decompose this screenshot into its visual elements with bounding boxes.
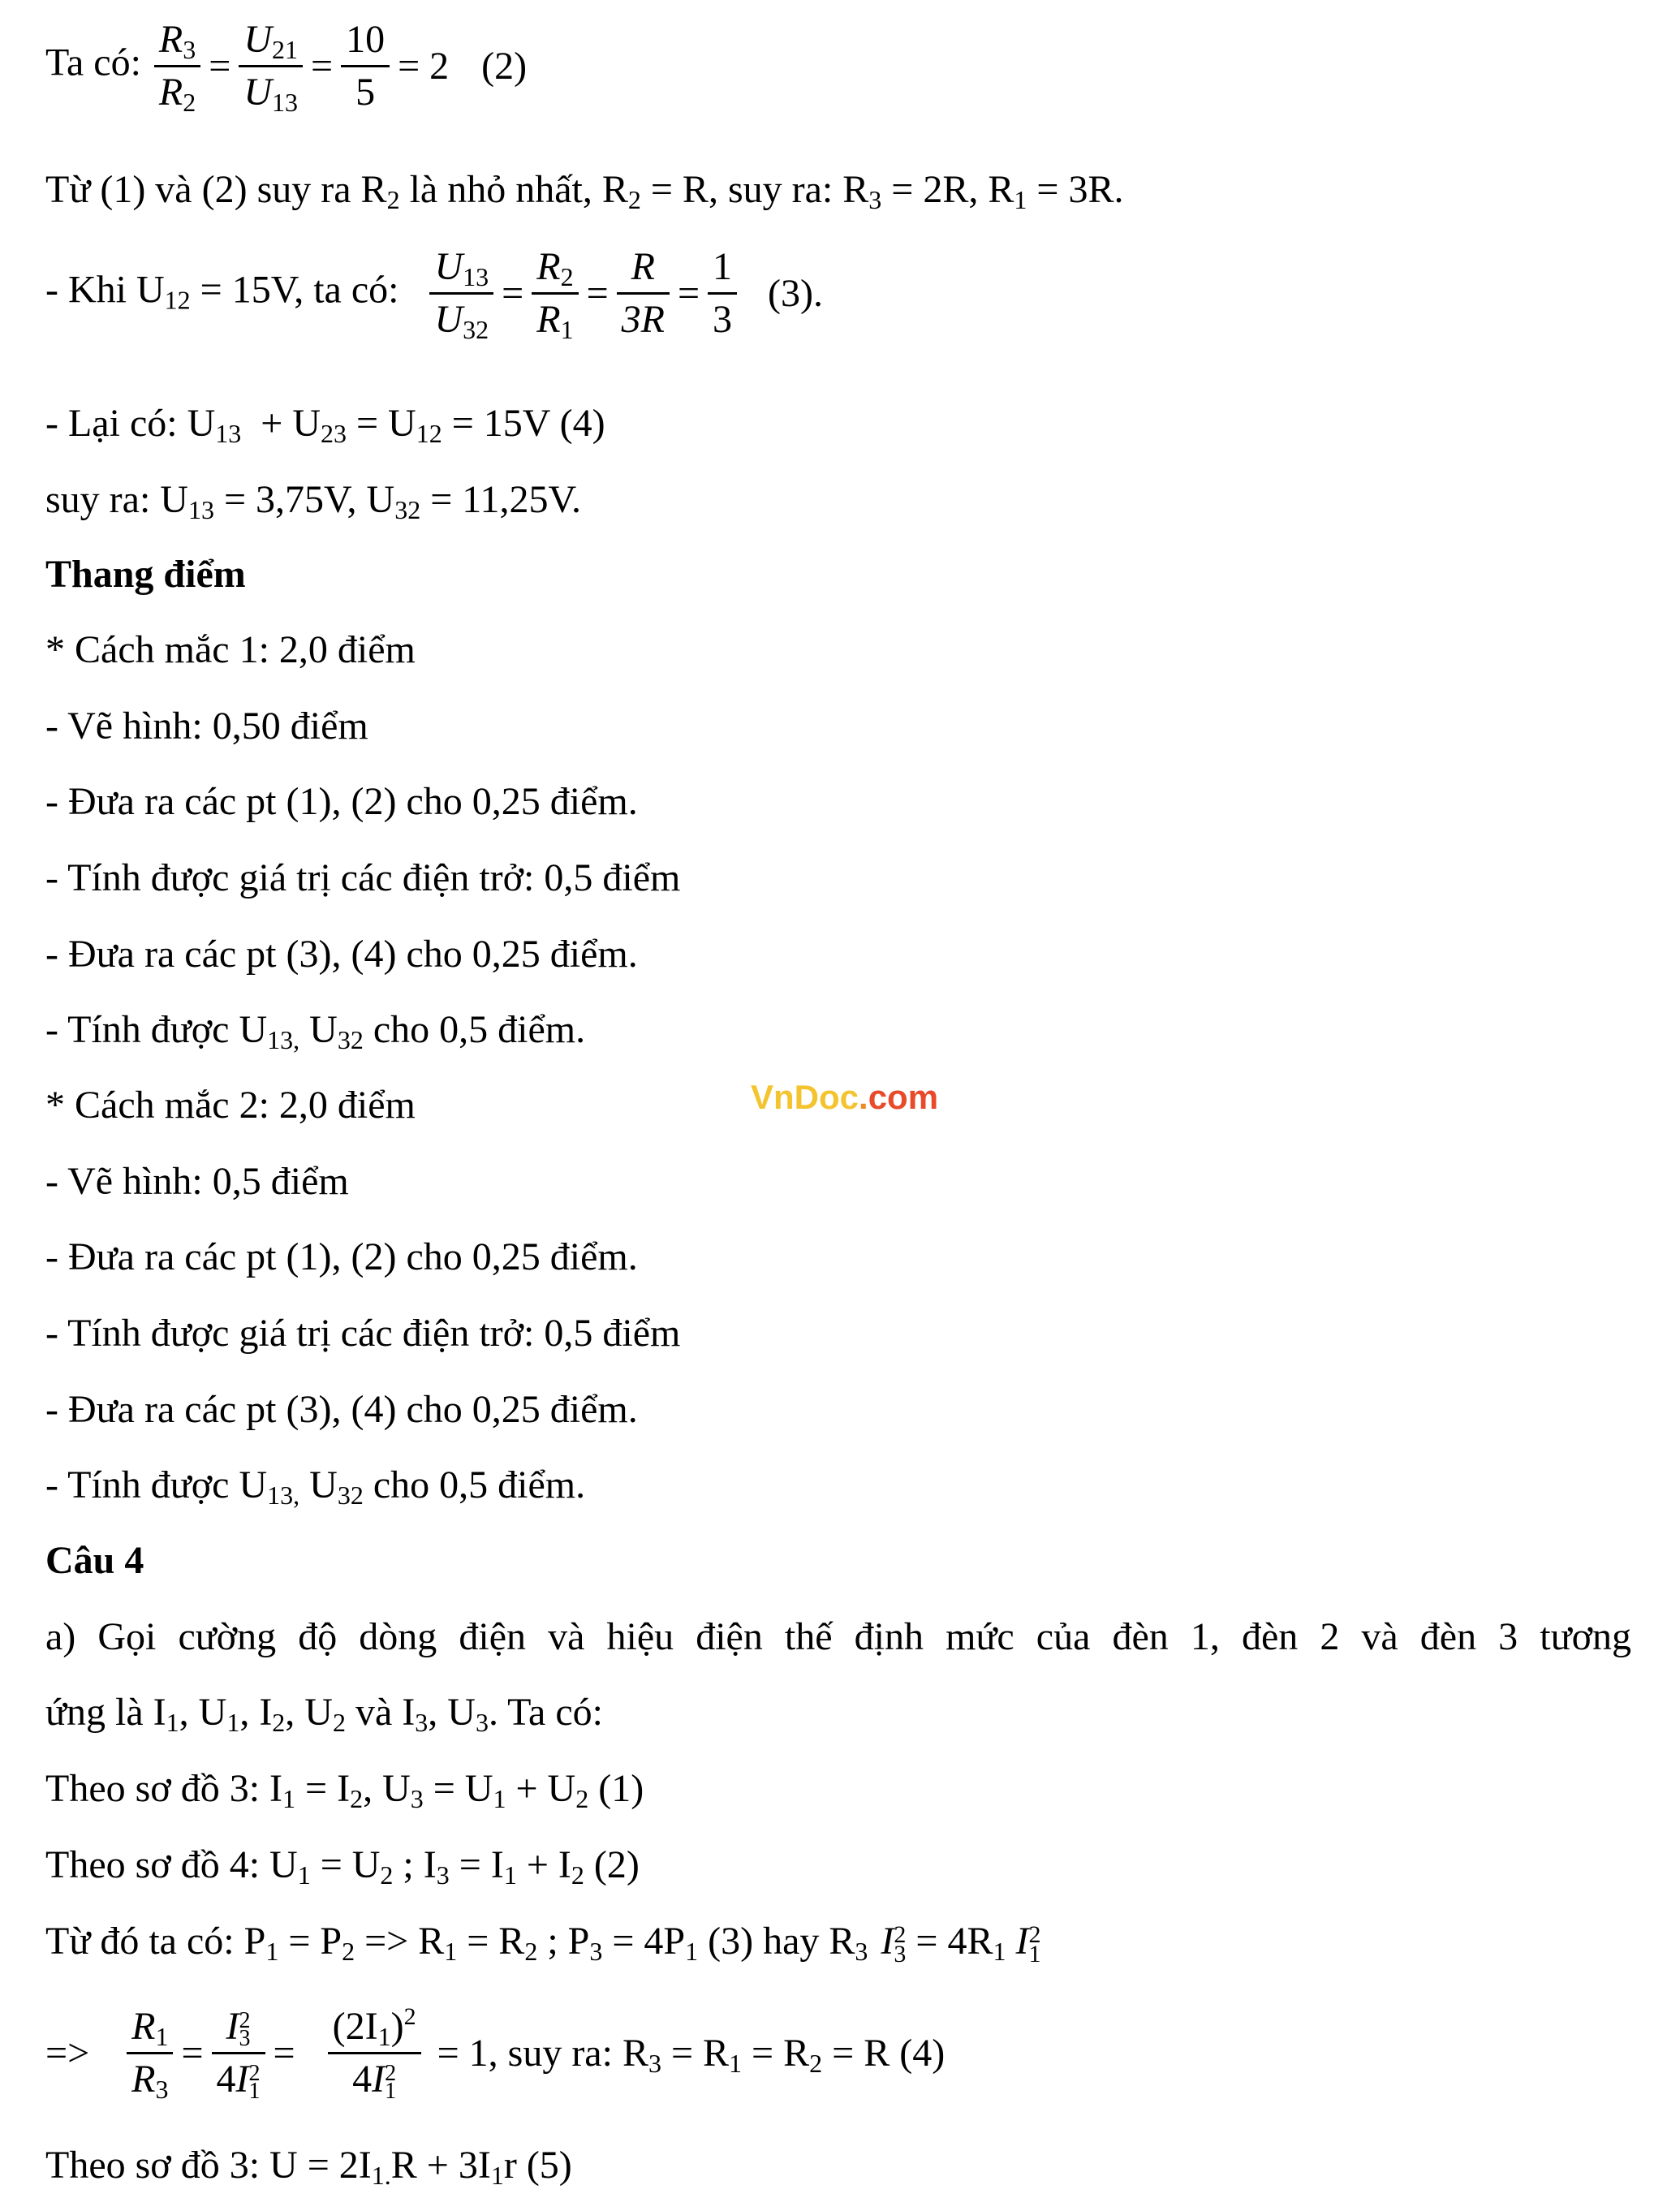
line-suy-ra: suy ra: $U_{13} = 3,75V$, $U_{32} = 11,25V$. <box>45 478 581 524</box>
cach1-item-pt12: - Đưa ra các pt (1), (2) cho 0,25 điểm. <box>45 780 638 823</box>
para-l2-text: . Ta có: <box>488 1691 603 1734</box>
resistor-conclusion: Từ (1) và (2) suy ra $R_2$ là nhỏ nhất, $R_2 = R$, suy ra: $R_3 = 2R$, $R_1 = 3R$. <box>45 168 1124 214</box>
para-l2-subscript: 1 <box>166 1708 179 1737</box>
sd4-text: = U <box>310 1843 381 1886</box>
heading-thang-diem: Thang điểm <box>45 553 246 596</box>
para-l2-text: , U <box>428 1691 476 1734</box>
sd4-text: (2) <box>584 1843 640 1886</box>
cach2-item-u13-u32: - Tính được $U_{13,}$ $U_{32}$ cho 0,5 điểm. <box>45 1463 586 1510</box>
sd4-subscript: 1 <box>297 1860 311 1890</box>
fraction-i3sq-4i1sq: I 2 3 4I 2 1 <box>212 2003 265 2103</box>
sd4-subscript: 2 <box>571 1860 584 1890</box>
fraction-u21-u13: $\frac{U_{21}}{U_{13}}$ <box>239 16 303 116</box>
equation-2: Ta có: $\frac{R_3}{R_2}$ = $\frac{U_{21}}{U_{13}}$ = $\frac{10}{5}$ = 2 (2) <box>45 18 528 117</box>
para-l2-subscript: 2 <box>332 1708 346 1737</box>
para-l2-text: , U <box>285 1691 333 1734</box>
cach-mac-2-title: * Cách mắc 2: 2,0 điểm <box>45 1084 416 1127</box>
fraction-r1-r3: $\frac{R_1}{R_3}$ <box>127 2003 173 2103</box>
cau4-paragraph-line1: a) Gọi cường độ dòng điện và hiệu điện thế định mức của đèn 1, đèn 2 và đèn 3 tương <box>45 1615 1631 1658</box>
so-do-3-u-line: Theo sơ đồ 3: $U = 2I_{1.}R + 3I_1r$ (5) <box>45 2144 572 2190</box>
fraction-r3-r2: $\frac{R_3}{R_2}$ <box>154 16 200 116</box>
cach1-item-pt34: - Đưa ra các pt (3), (4) cho 0,25 điểm. <box>45 933 638 976</box>
so-do-3-line <box>45 1766 644 1812</box>
vndoc-watermark: VnDoc.com <box>751 1078 939 1116</box>
fraction-r2-r1: $\frac{R_2}{R_1}$ <box>532 244 578 343</box>
sd3-text: Theo sơ đồ 3: I <box>45 1767 283 1810</box>
sd3-text: (1) <box>588 1767 644 1810</box>
fraction-u13-u32: $\frac{U_{13}}{U_{32}}$ <box>429 244 493 343</box>
cach1-item-dien-tro: - Tính được giá trị các điện trở: 0,5 điểm <box>45 856 681 899</box>
cach2-item-pt34: - Đưa ra các pt (3), (4) cho 0,25 điểm. <box>45 1388 638 1431</box>
sd3-subscript: 3 <box>410 1784 424 1813</box>
sd4-subscript: 1 <box>503 1860 517 1890</box>
power-relation-line: Từ đó ta có: $P_1 = P_2 => R_1 = R_2$ ; $P_3 = 4P_1$ (3) hay $R_3$ I 2 3 = $4R_1$ I 2 1 <box>45 1920 1041 1967</box>
para-l2-subscript: 1 <box>226 1708 240 1737</box>
sd3-subscript: 1 <box>282 1784 296 1813</box>
sd3-text: = I <box>295 1767 351 1810</box>
sd3-subscript: 2 <box>575 1784 589 1813</box>
cach1-item-u13-u32: - Tính được $U_{13,}$ $U_{32}$ cho 0,5 điểm. <box>45 1008 586 1054</box>
cach2-item-dien-tro: - Tính được giá trị các điện trở: 0,5 điểm <box>45 1312 681 1355</box>
para-l2-subscript: 3 <box>475 1708 489 1737</box>
cach2-item-pt12: - Đưa ra các pt (1), (2) cho 0,25 điểm. <box>45 1235 638 1278</box>
para-l2-text: ứng là I <box>45 1691 166 1734</box>
equation-3: - Khi $U_{12} = 15V$, ta có: $\frac{U_{13}}{U_{32}}$ = $\frac{R_2}{R_1}$ = $\frac{R}{3R}$ = $\frac{1}{3}$ (3). <box>45 245 824 344</box>
sd4-subscript: 3 <box>436 1860 450 1890</box>
sd3-text: , U <box>363 1767 411 1810</box>
eq3-tag: (3). <box>768 271 824 315</box>
para-l2-text: , I <box>239 1691 273 1734</box>
line-lai-co: - Lại có: $U_{13} + U_{23} = U_{12} = 15V$ (4) <box>45 402 605 448</box>
sd4-text: + I <box>516 1843 571 1886</box>
eq2-result: 2 <box>429 44 450 88</box>
cach1-item-ve-hinh: - Vẽ hình: 0,50 điểm <box>45 705 368 748</box>
sd4-text: = I <box>449 1843 504 1886</box>
cach-mac-1-title: * Cách mắc 1: 2,0 điểm <box>45 628 416 671</box>
para-l2-subscript: 2 <box>272 1708 286 1737</box>
cach2-item-ve-hinh: - Vẽ hình: 0,5 điểm <box>45 1160 349 1203</box>
sd4-subscript: 2 <box>380 1860 394 1890</box>
sd3-subscript: 2 <box>350 1784 364 1813</box>
sd4-text: Theo sơ đồ 4: U <box>45 1843 298 1886</box>
para-l2-text: , U <box>179 1691 227 1734</box>
sd4-text: ; I <box>393 1843 437 1886</box>
sd3-text: = U <box>423 1767 493 1810</box>
heading-cau-4: Câu 4 <box>45 1539 144 1582</box>
fraction-10-5: $\frac{10}{5}$ <box>341 16 390 116</box>
cau4-paragraph-line2 <box>45 1690 603 1735</box>
equation-4: => $\frac{R_1}{R_3}$ = I 2 3 4I 2 1 = $(2I_1)^2$ 4I 2 1 = 1, suy ra: $R_3 = R_1 = R_2 = R$ (4) <box>45 2003 946 2104</box>
eq2-lead: Ta có: <box>45 41 141 84</box>
sd3-text: + U <box>506 1767 576 1810</box>
fraction-1-3: $\frac{1}{3}$ <box>708 244 737 343</box>
eq2-tag: (2) <box>481 44 528 88</box>
para-l2-subscript: 3 <box>415 1708 429 1737</box>
fraction-2i1sq-4i1sq: $(2I_1)^2$ 4I 2 1 <box>328 2003 421 2103</box>
so-do-4-line <box>45 1842 640 1888</box>
sd3-subscript: 1 <box>493 1784 506 1813</box>
fraction-r-3r: $\frac{R}{3R}$ <box>617 244 670 343</box>
para-l2-text: và I <box>345 1691 416 1734</box>
